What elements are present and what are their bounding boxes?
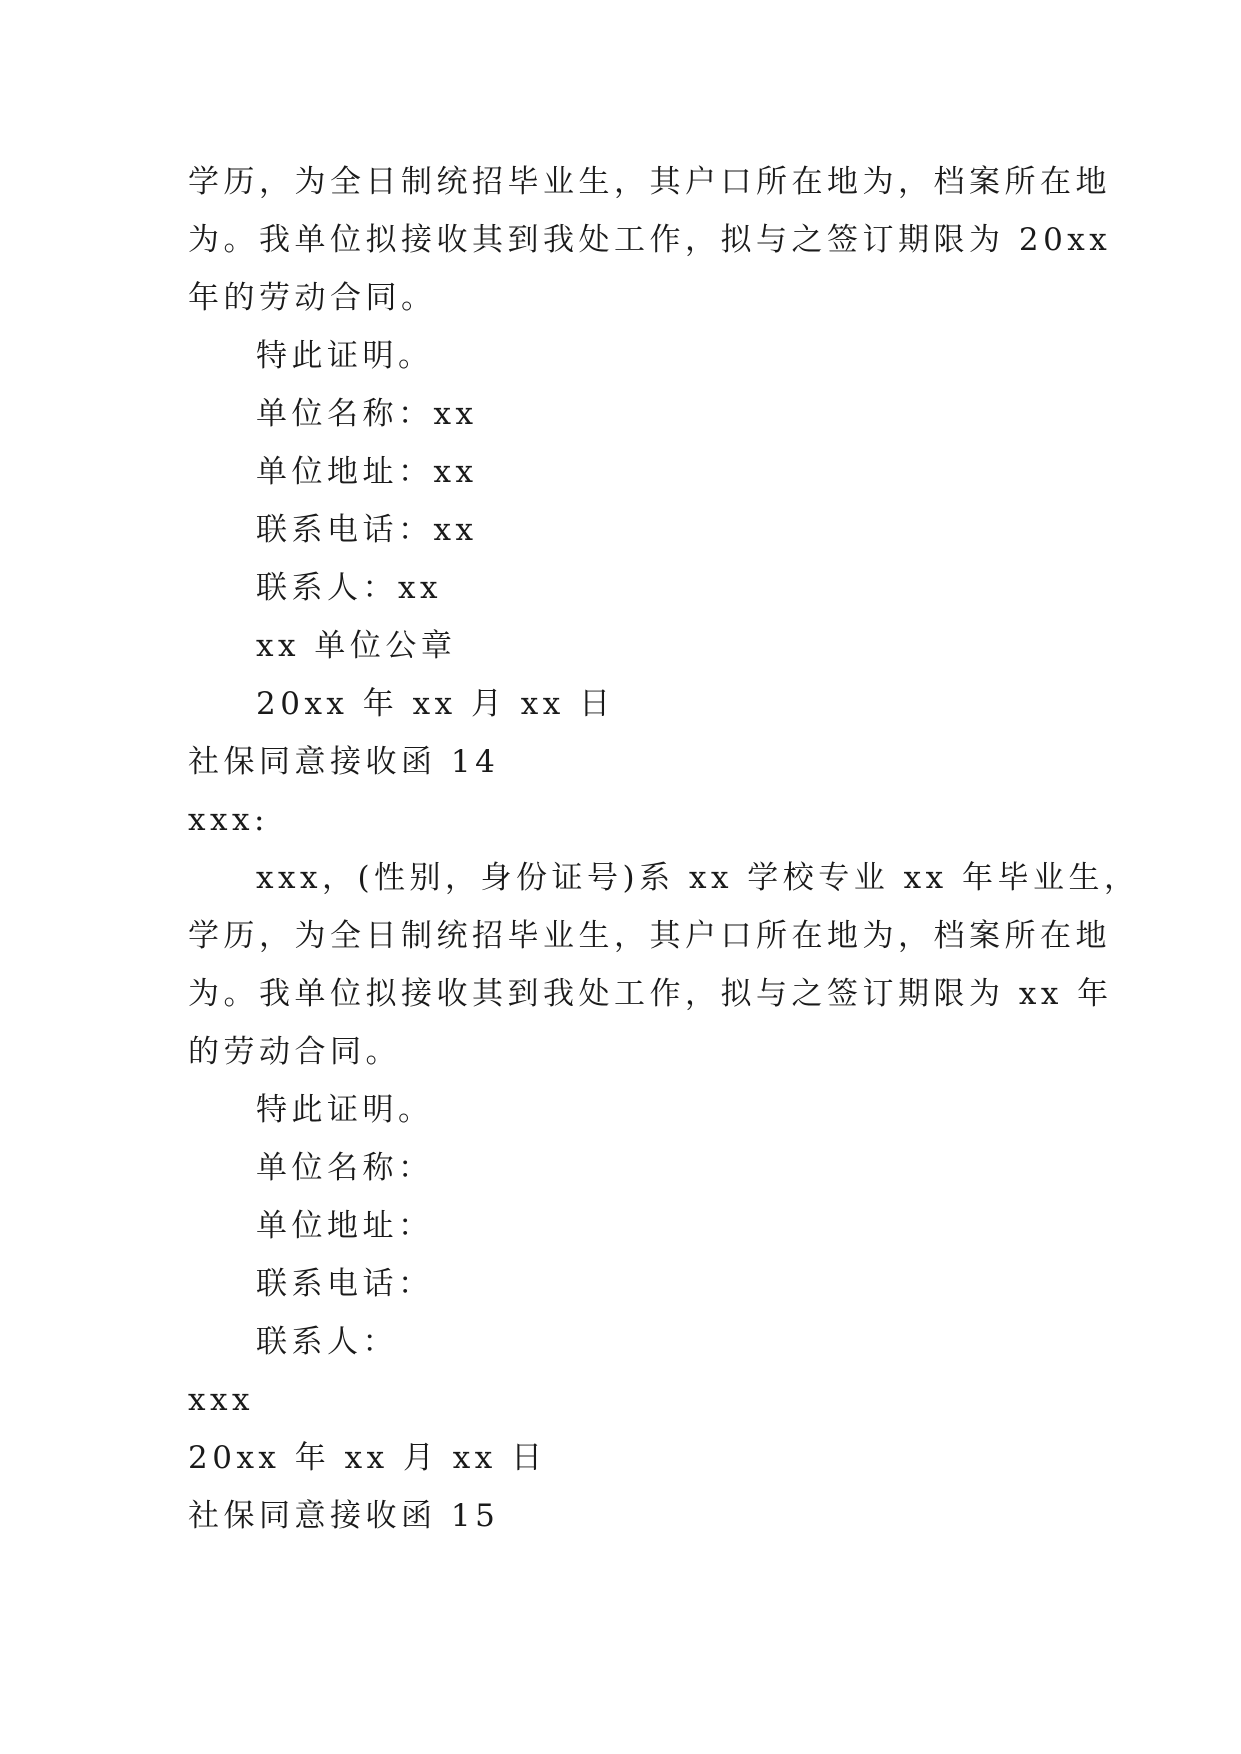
contact-person-field: 联系人：xx xyxy=(256,570,442,606)
paragraph-line: 年的劳动合同。 xyxy=(188,280,437,316)
unit-seal-line: xx 单位公章 xyxy=(256,628,457,664)
unit-address-field: 单位地址：xx xyxy=(256,454,478,490)
paragraph-line: 为。我单位拟接收其到我处工作，拟与之签订期限为 20xx xyxy=(188,222,1112,258)
contact-phone-field: 联系电话：xx xyxy=(256,512,478,548)
unit-name-field: 单位名称：xx xyxy=(256,396,478,432)
contact-phone-field: 联系电话： xyxy=(256,1266,434,1302)
unit-address-field: 单位地址： xyxy=(256,1208,434,1244)
paragraph-line: 学历，为全日制统招毕业生，其户口所在地为，档案所在地 xyxy=(188,918,1111,954)
unit-name-field: 单位名称： xyxy=(256,1150,434,1186)
date-line: 20xx 年 xx 月 xx 日 xyxy=(188,1440,547,1476)
salutation: xxx: xyxy=(188,802,269,838)
section-title: 社保同意接收函 14 xyxy=(188,744,500,780)
paragraph-line: xxx，(性别，身份证号)系 xx 学校专业 xx 年毕业生， xyxy=(256,860,1140,896)
closing-statement: 特此证明。 xyxy=(256,338,434,374)
date-line: 20xx 年 xx 月 xx 日 xyxy=(256,686,615,722)
paragraph-line: 为。我单位拟接收其到我处工作，拟与之签订期限为 xx 年 xyxy=(188,976,1113,1012)
paragraph-line: 的劳动合同。 xyxy=(188,1034,401,1070)
closing-statement: 特此证明。 xyxy=(256,1092,434,1128)
contact-person-field: 联系人： xyxy=(256,1324,398,1360)
signature-line: xxx xyxy=(188,1382,254,1418)
section-title: 社保同意接收函 15 xyxy=(188,1498,500,1534)
paragraph-line: 学历，为全日制统招毕业生，其户口所在地为，档案所在地 xyxy=(188,164,1111,200)
